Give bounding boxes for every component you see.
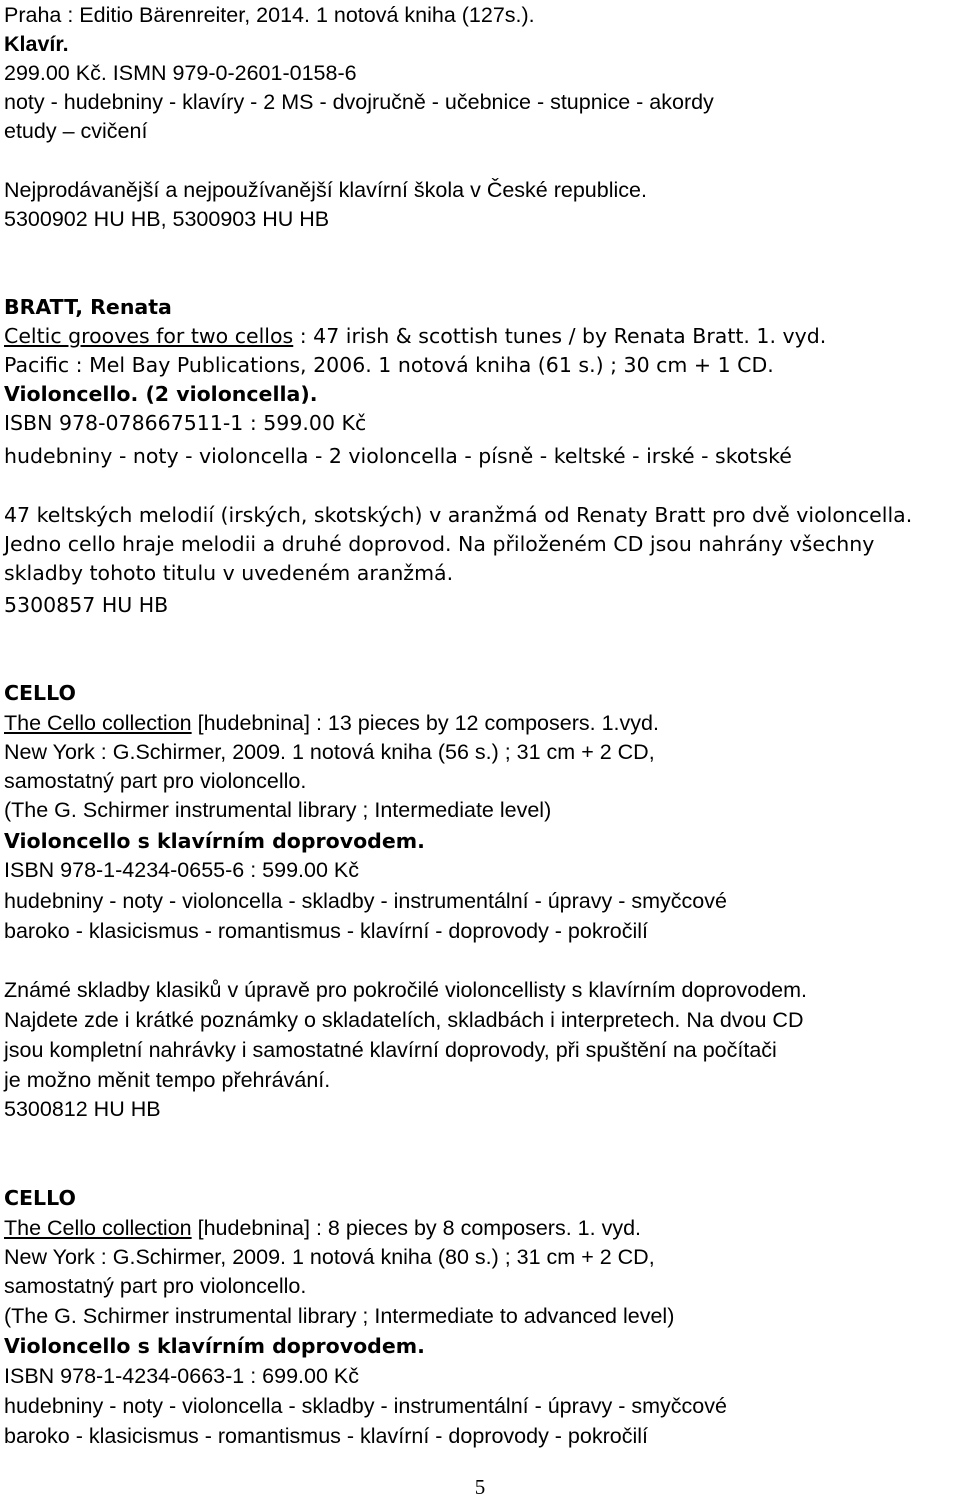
entry1-code: 5300857 HU HB	[4, 593, 169, 617]
entry1-description-1: 47 keltských melodií (irských, skotských) v aranžmá od Renaty Bratt pro dvě violoncella.	[4, 503, 913, 527]
entry0-keywords-1: noty - hudebniny - klavíry - 2 MS - dvojručně - učebnice - stupnice - akordy	[4, 90, 714, 114]
entry3-extent: samostatný part pro violoncello.	[4, 1274, 307, 1298]
entry2-title-rest: [hudebnina] : 13 pieces by 12 composers. 1.vyd.	[191, 711, 659, 735]
entry3-series: (The G. Schirmer instrumental library ; Intermediate to advanced level)	[4, 1304, 675, 1328]
entry0-publisher: Praha : Editio Bärenreiter, 2014. 1 notová kniha (127s.).	[4, 3, 535, 27]
entry1-title-line	[4, 321, 826, 351]
entry2-keywords-2: baroko - klasicismus - romantismus - klavírní - doprovody - pokročilí	[4, 919, 648, 943]
entry2-description-2: Najdete zde i krátké poznámky o skladatelích, skladbách i interpretech. Na dvou CD	[4, 1008, 804, 1032]
entry3-heading: CELLO	[4, 1186, 76, 1210]
page-number: 5	[474, 1475, 486, 1499]
entry2-keywords-1: hudebniny - noty - violoncella - skladby - instrumentální - úpravy - smyčcové	[4, 889, 727, 913]
entry1-isbn-price: ISBN 978-078667511-1 : 599.00 Kč	[4, 411, 367, 435]
entry0-price-isbn: 299.00 Kč. ISMN 979-0-2601-0158-6	[4, 61, 357, 85]
entry2-description-3: jsou kompletní nahrávky i samostatné klavírní doprovody, při spuštění na počítači	[4, 1038, 777, 1062]
entry1-title-rest: : 47 irish & scottish tunes / by Renata Bratt. 1. vyd.	[293, 324, 827, 348]
entry1-description-2: Jedno cello hraje melodii a druhé doprovod. Na přiloženém CD jsou nahrány všechny	[4, 532, 875, 556]
entry2-heading: CELLO	[4, 681, 76, 705]
entry2-description-1: Známé skladby klasiků v úpravě pro pokročilé violoncellisty s klavírním doprovodem.	[4, 978, 808, 1002]
entry0-codes: 5300902 HU HB, 5300903 HU HB	[4, 207, 330, 231]
entry3-title-rest: [hudebnina] : 8 pieces by 8 composers. 1. vyd.	[191, 1216, 641, 1240]
entry2-series: (The G. Schirmer instrumental library ; Intermediate level)	[4, 798, 552, 822]
entry3-publisher: New York : G.Schirmer, 2009. 1 notová kniha (80 s.) ; 31 cm + 2 CD,	[4, 1245, 655, 1269]
entry1-description-3: skladby tohoto titulu v uvedeném aranžmá.	[4, 561, 454, 585]
entry2-publisher: New York : G.Schirmer, 2009. 1 notová kniha (56 s.) ; 31 cm + 2 CD,	[4, 740, 655, 764]
entry1-keywords: hudebniny - noty - violoncella - 2 violoncella - písně - keltské - irské - skotské	[4, 444, 792, 468]
entry2-title: The Cello collection	[4, 711, 192, 735]
entry3-isbn-price: ISBN 978-1-4234-0663-1 : 699.00 Kč	[4, 1364, 359, 1388]
entry1-instrument: Violoncello. (2 violoncella).	[4, 382, 318, 406]
entry1-title: Celtic grooves for two cellos	[4, 324, 294, 348]
entry2-description-4: je možno měnit tempo přehrávání.	[4, 1068, 331, 1092]
entry0-description: Nejprodávanější a nejpoužívanější klavírní škola v České republice.	[4, 178, 647, 202]
entry3-keywords-2: baroko - klasicismus - romantismus - klavírní - doprovody - pokročilí	[4, 1424, 648, 1448]
entry2-extent: samostatný part pro violoncello.	[4, 769, 307, 793]
entry3-keywords-1: hudebniny - noty - violoncella - skladby - instrumentální - úpravy - smyčcové	[4, 1394, 727, 1418]
entry0-keywords-2: etudy – cvičení	[4, 119, 148, 143]
entry1-author: BRATT, Renata	[4, 295, 172, 319]
entry2-instrument: Violoncello s klavírním doprovodem.	[4, 829, 425, 853]
entry3-title-line	[4, 1213, 641, 1243]
entry3-title: The Cello collection	[4, 1216, 192, 1240]
entry2-code: 5300812 HU HB	[4, 1097, 161, 1121]
entry3-instrument: Violoncello s klavírním doprovodem.	[4, 1334, 425, 1358]
entry1-publisher: Pacific : Mel Bay Publications, 2006. 1 notová kniha (61 s.) ; 30 cm + 1 CD.	[4, 353, 774, 377]
entry0-instrument: Klavír.	[4, 32, 69, 56]
entry2-isbn-price: ISBN 978-1-4234-0655-6 : 599.00 Kč	[4, 858, 359, 882]
entry2-title-line	[4, 708, 659, 738]
